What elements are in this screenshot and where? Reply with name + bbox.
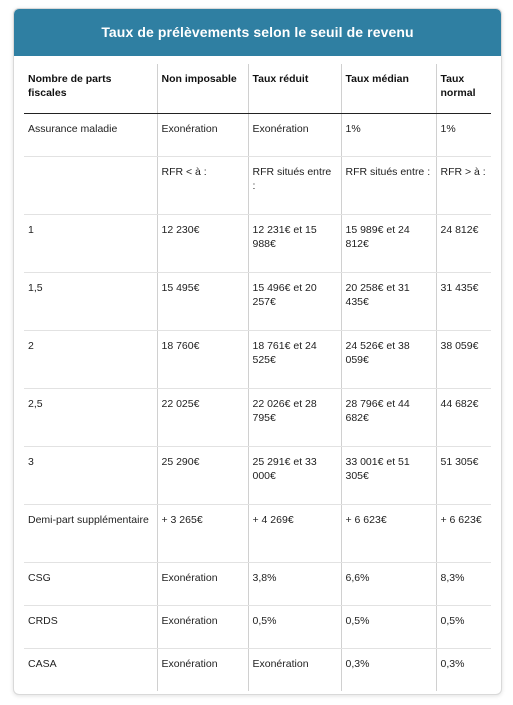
table-cell: 0,5%: [248, 606, 341, 649]
table-cell: 15 495€: [157, 273, 248, 331]
table-cell: 22 025€: [157, 389, 248, 447]
table-cell: [24, 157, 157, 215]
table-cell: Exonération: [157, 649, 248, 692]
table-cell: CRDS: [24, 606, 157, 649]
table-row: [24, 215, 491, 273]
rates-table: [24, 64, 491, 691]
table-cell: 1,5: [24, 273, 157, 331]
table-row: [24, 649, 491, 692]
table-cell: 0,3%: [341, 649, 436, 692]
table-cell: 2,5: [24, 389, 157, 447]
card-title: Taux de prélèvements selon le seuil de revenu: [14, 9, 501, 56]
table-cell: 15 989€ et 24 812€: [341, 215, 436, 273]
rates-card: [13, 8, 502, 695]
table-row: [24, 331, 491, 389]
table-cell: 12 230€: [157, 215, 248, 273]
table-cell: Exonération: [248, 649, 341, 692]
table-cell: 1: [24, 215, 157, 273]
table-cell: Exonération: [157, 563, 248, 606]
table-cell: 18 760€: [157, 331, 248, 389]
table-cell: Exonération: [157, 114, 248, 157]
table-cell: 31 435€: [436, 273, 491, 331]
table-cell: + 6 623€: [436, 505, 491, 563]
table-header-row: [24, 64, 491, 114]
table-cell: Demi-part supplémentaire: [24, 505, 157, 563]
table-cell: 15 496€ et 20 257€: [248, 273, 341, 331]
table-cell: Exonération: [248, 114, 341, 157]
table-row: [24, 447, 491, 505]
table-cell: 24 812€: [436, 215, 491, 273]
table-cell: RFR situés entre :: [341, 157, 436, 215]
table-cell: 25 290€: [157, 447, 248, 505]
table-cell: 18 761€ et 24 525€: [248, 331, 341, 389]
table-cell: 28 796€ et 44 682€: [341, 389, 436, 447]
table-row: [24, 606, 491, 649]
table-cell: 0,3%: [436, 649, 491, 692]
table-cell: 33 001€ et 51 305€: [341, 447, 436, 505]
table-cell: + 4 269€: [248, 505, 341, 563]
table-cell: 22 026€ et 28 795€: [248, 389, 341, 447]
table-cell: 6,6%: [341, 563, 436, 606]
table-cell: 12 231€ et 15 988€: [248, 215, 341, 273]
table-row: [24, 157, 491, 215]
table-cell: RFR > à :: [436, 157, 491, 215]
column-header-taux-median: Taux médian: [341, 64, 436, 114]
column-header-taux-normal: Taux normal: [436, 64, 491, 114]
table-cell: RFR situés entre :: [248, 157, 341, 215]
table-cell: 1%: [341, 114, 436, 157]
column-header-parts: Nombre de parts fiscales: [24, 64, 157, 114]
column-header-taux-reduit: Taux réduit: [248, 64, 341, 114]
table-cell: 20 258€ et 31 435€: [341, 273, 436, 331]
table-row: [24, 505, 491, 563]
table-cell: 0,5%: [436, 606, 491, 649]
table-cell: 51 305€: [436, 447, 491, 505]
table-cell: + 3 265€: [157, 505, 248, 563]
table-cell: 2: [24, 331, 157, 389]
table-cell: 8,3%: [436, 563, 491, 606]
table-cell: 25 291€ et 33 000€: [248, 447, 341, 505]
table-cell: RFR < à :: [157, 157, 248, 215]
table-row: [24, 389, 491, 447]
table-cell: + 6 623€: [341, 505, 436, 563]
table-cell: CSG: [24, 563, 157, 606]
table-cell: Exonération: [157, 606, 248, 649]
table-row: [24, 114, 491, 157]
table-cell: CASA: [28, 658, 57, 670]
column-header-non-imposable: Non imposable: [157, 64, 248, 114]
table-cell: 44 682€: [436, 389, 491, 447]
table-cell: 1%: [436, 114, 491, 157]
table-cell: 3,8%: [248, 563, 341, 606]
table-row: [24, 273, 491, 331]
table-row: [24, 563, 491, 606]
table-cell: 0,5%: [341, 606, 436, 649]
table-cell: Assurance maladie: [24, 114, 157, 157]
table-cell: 38 059€: [436, 331, 491, 389]
table-cell: 24 526€ et 38 059€: [341, 331, 436, 389]
table-cell: 3: [24, 447, 157, 505]
